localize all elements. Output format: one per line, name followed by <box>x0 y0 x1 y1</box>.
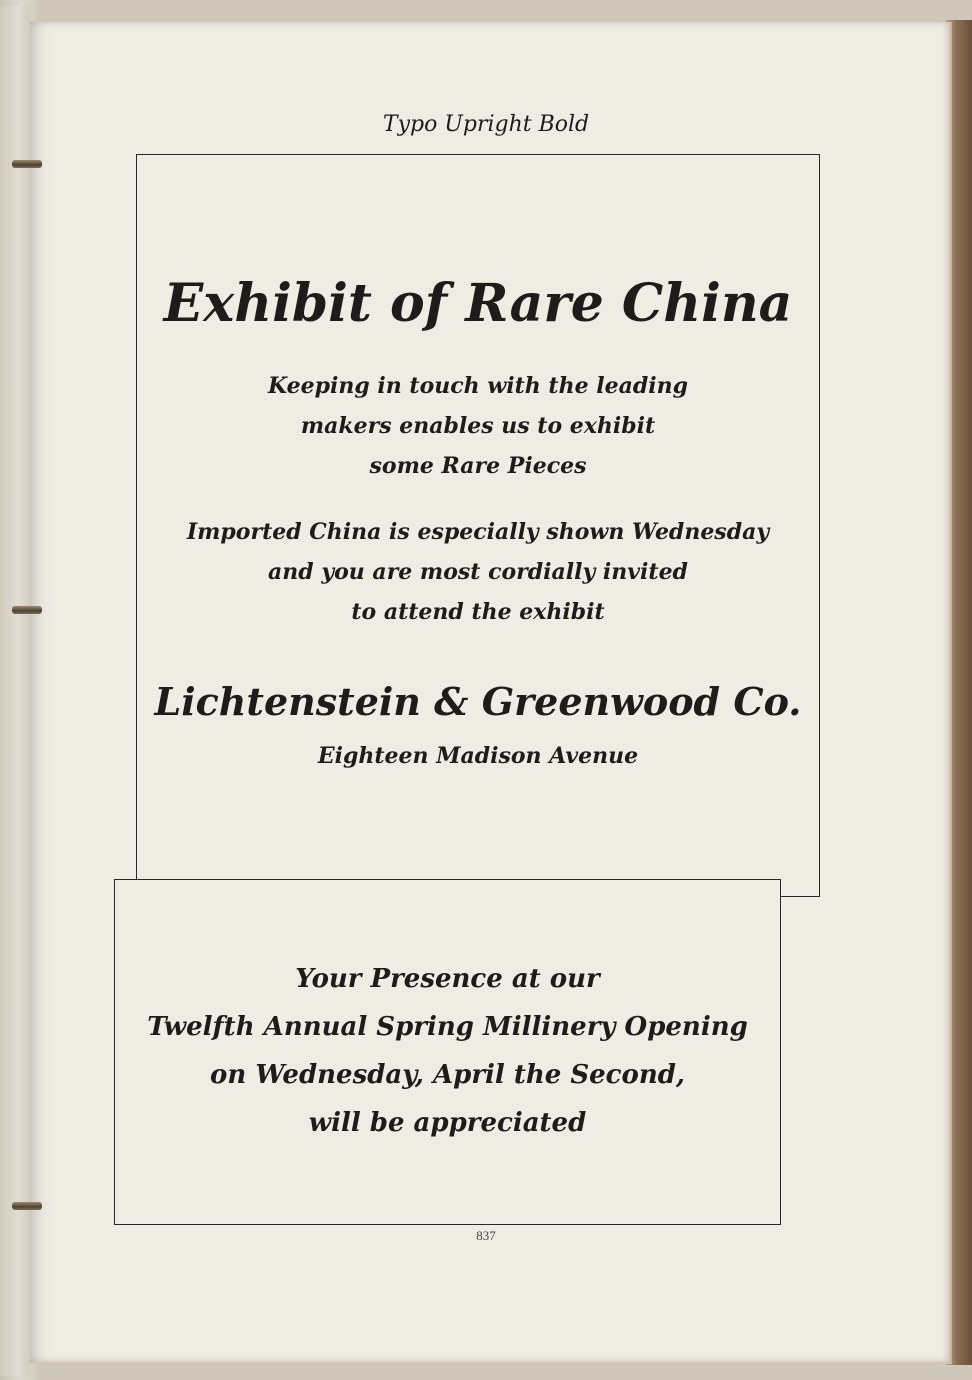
paragraph-2-line: to attend the exhibit <box>351 599 605 625</box>
company-name: Lichtenstein & Greenwood Co. <box>154 679 802 724</box>
font-name-label: Typo Upright Bold <box>382 112 590 137</box>
binding-ring-icon <box>12 160 42 168</box>
binding-ring-icon <box>12 606 42 614</box>
invitation-line: on Wednesday, April the Second, <box>210 1060 685 1090</box>
specimen-card-millinery <box>114 879 781 1225</box>
paragraph-2-line: and you are most cordially invited <box>268 559 688 585</box>
left-page-edge <box>0 6 30 1376</box>
company-address: Eighteen Madison Avenue <box>317 743 639 769</box>
page-number: 837 <box>476 1228 496 1243</box>
binding-ring-icon <box>12 1202 42 1210</box>
paragraph-1-line: some Rare Pieces <box>369 453 587 479</box>
invitation-line: Twelfth Annual Spring Millinery Opening <box>147 1012 748 1042</box>
paragraph-1-line: Keeping in touch with the leading <box>268 373 688 399</box>
paragraph-1-line: makers enables us to exhibit <box>300 413 656 439</box>
paragraph-2-line: Imported China is especially shown Wednesday <box>186 519 770 545</box>
specimen-card-china <box>136 154 820 897</box>
invitation-line: will be appreciated <box>308 1108 587 1138</box>
headline: Exhibit of Rare China <box>163 273 793 334</box>
invitation-line: Your Presence at our <box>295 964 600 994</box>
